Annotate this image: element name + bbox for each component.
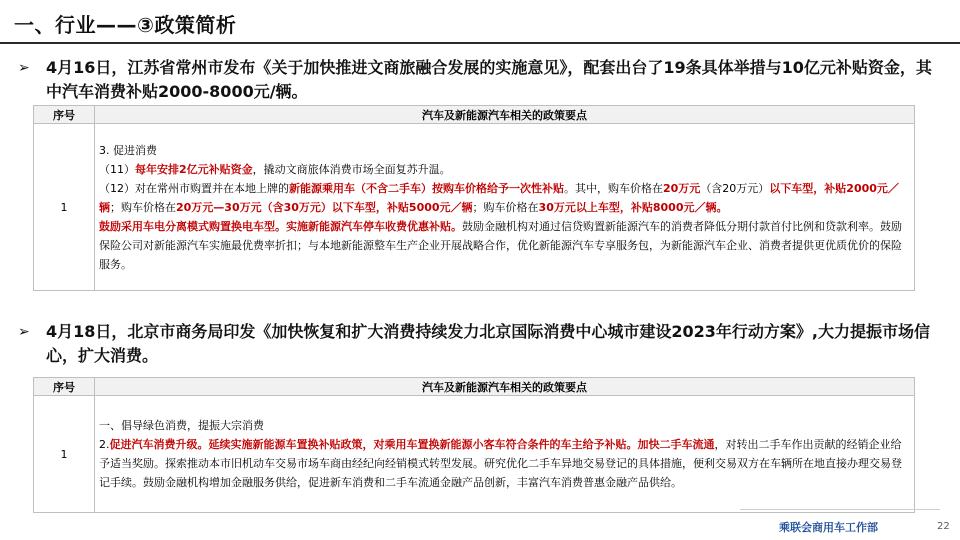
title-bar xyxy=(0,0,960,44)
policy-text: 2. xyxy=(99,438,110,451)
table-header-row xyxy=(34,378,915,396)
policy-highlight: 鼓励采用车电分离模式购置换电车型。实施新能源汽车停车收费优惠补贴。 xyxy=(99,219,462,233)
page-title: 一、行业——③政策简析 xyxy=(14,13,237,37)
policy-highlight: 以下车型，补贴2000元／辆 xyxy=(99,181,899,214)
policy-text: ，撬动文商旅体消费市场全面复苏升温。 xyxy=(252,162,451,176)
row-number: 1 xyxy=(34,396,95,513)
footer-divider xyxy=(740,509,940,510)
policy-line xyxy=(99,141,906,160)
col-header-main: 汽车及新能源汽车相关的政策要点 xyxy=(95,378,915,396)
arrow-bullet-icon: ➢ xyxy=(18,60,30,76)
title-divider xyxy=(0,42,960,44)
col-header-main: 汽车及新能源汽车相关的政策要点 xyxy=(95,106,915,124)
row-number: 1 xyxy=(34,124,95,291)
policy-line xyxy=(99,179,906,217)
policy-line xyxy=(99,435,906,492)
policy-highlight: 新能源乘用车（不含二手车）按购车价格给予一次性补贴 xyxy=(289,181,564,195)
policy-text: （含20万元） xyxy=(700,181,770,195)
policy-table-1 xyxy=(33,105,915,291)
table-row xyxy=(34,124,915,291)
policy-text: 鼓励金融机构对通过信贷购置新能源汽车的消费者降低分期付款首付比例和贷款利率。鼓励保险公司对新能源汽车实施最优费率折扣；与本地新能源整车生产企业开展战略合作，优化新能源汽车专享服务包，为新能源汽车企业、消费者提供更优质优价的保险服务。 xyxy=(99,219,902,271)
section-1-heading: 4月16日，江苏省常州市发布《关于加快推进文商旅融合发展的实施意见》，配套出台了19条具体举措与10亿元补贴资金，其中汽车消费补贴2000-8000元/辆。 xyxy=(46,58,932,101)
policy-highlight: 20万元 xyxy=(663,181,701,195)
table-header-row xyxy=(34,106,915,124)
policy-text: （11） xyxy=(99,162,135,176)
policy-text: （12）对在常州市购置并在本地上牌的 xyxy=(99,181,289,195)
policy-text: ；购车价格在 xyxy=(472,200,539,214)
policy-highlight: 促进汽车消费升级。延续实施新能源车置换补贴政策，对乘用车置换新能源小客车符合条件的车主给予补贴。加快二手车流通 xyxy=(109,438,715,451)
col-header-no: 序号 xyxy=(34,106,95,124)
page-number: 22 xyxy=(937,521,950,532)
policy-text: 3. 促进消费 xyxy=(99,143,157,157)
section-2-heading: 4月18日，北京市商务局印发《加快恢复和扩大消费持续发力北京国际消费中心城市建设2023年行动方案》,大力提振市场信心，扩大消费。 xyxy=(46,322,931,365)
policy-text: ；购车价格在 xyxy=(110,200,176,214)
policy-text: ，对转出二手车作出贡献的经销企业给予适当奖励。探索推动本市旧机动车交易市场车商由经纪向经销模式转型发展。研究优化二手车异地交易登记的具体措施，便利交易双方在车辆所在地直接办理交易登记手续。鼓励金融机构增加金融服务供给，促进新车消费和二手车流通金融产品创新，丰富汽车消费普惠金融产品供给。 xyxy=(99,438,902,489)
policy-text: 一、倡导绿色消费，提振大宗消费 xyxy=(99,419,264,432)
policy-line xyxy=(99,416,906,435)
policy-line xyxy=(99,217,906,274)
arrow-bullet-icon: ➢ xyxy=(18,324,30,340)
policy-table-2 xyxy=(33,377,915,513)
section-2-bullet xyxy=(18,320,938,368)
policy-line xyxy=(99,160,906,179)
table-row xyxy=(34,396,915,513)
policy-content xyxy=(95,124,915,291)
policy-highlight: 30万元以上车型，补贴8000元／辆。 xyxy=(538,200,728,214)
policy-content xyxy=(95,396,915,513)
policy-highlight: 每年安排2亿元补贴资金 xyxy=(135,162,253,176)
policy-text: 。其中，购车价格在 xyxy=(564,181,663,195)
policy-highlight: 20万元—30万元（含30万元）以下车型，补贴5000元／辆 xyxy=(176,200,473,214)
col-header-no: 序号 xyxy=(34,378,95,396)
section-1-bullet xyxy=(18,56,938,104)
footer-department: 乘联会商用车工作部 xyxy=(779,521,878,534)
